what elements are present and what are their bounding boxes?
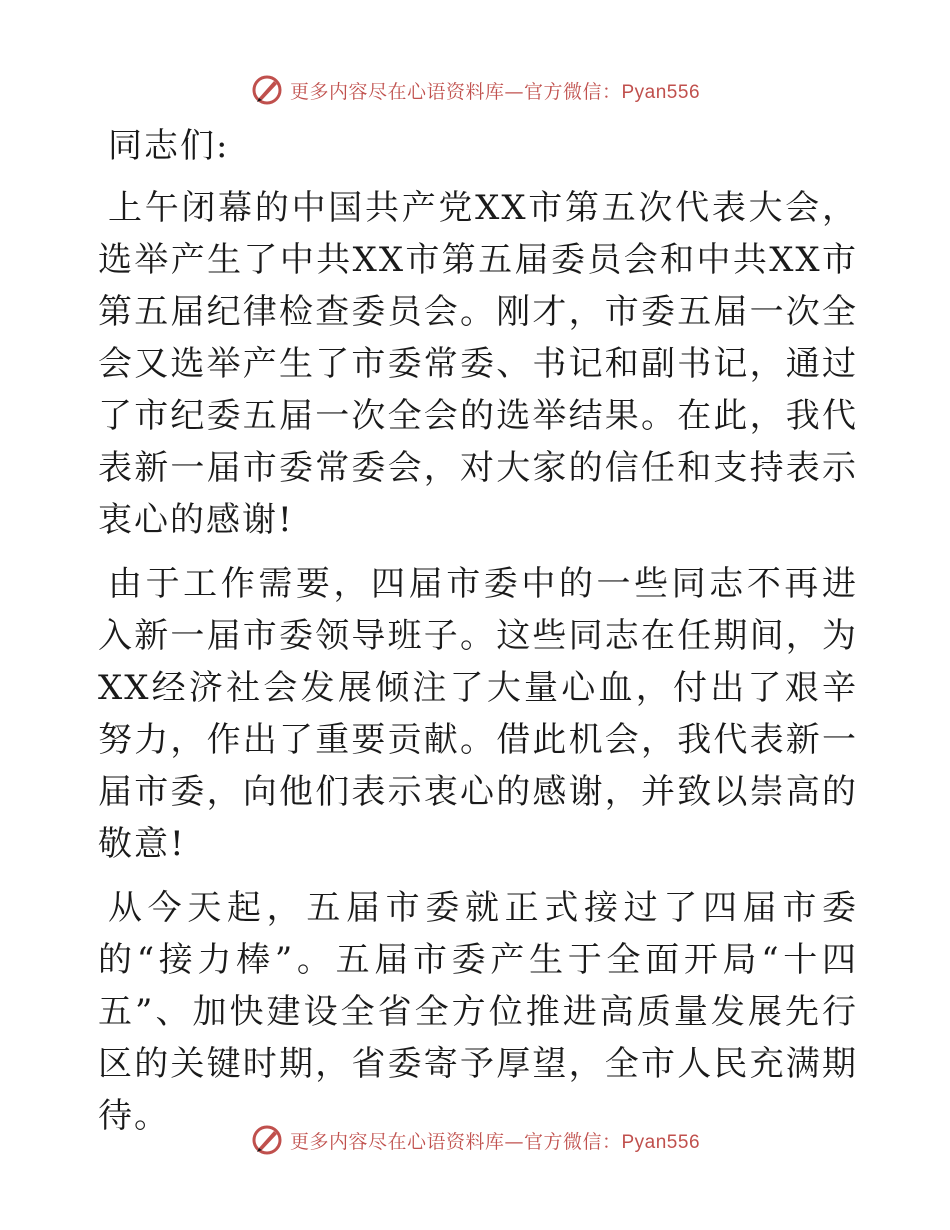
banner-wechat-id: Pyan556	[621, 1131, 701, 1153]
banner-site-name: 更多内容尽在心语资料库	[289, 1130, 505, 1153]
footer-banner	[0, 1120, 950, 1160]
banner-site-name: 更多内容尽在心语资料库	[289, 80, 505, 103]
banner-text	[290, 77, 700, 104]
header-banner	[0, 70, 950, 110]
banner-wechat-id: Pyan556	[621, 81, 701, 103]
banner-text	[290, 1127, 700, 1154]
salutation: 同志们:	[108, 126, 230, 166]
pen-circle-logo-icon	[250, 1123, 284, 1157]
paragraph-2: 由于工作需要，四届市委中的一些同志不再进入新一届市委领导班子。这些同志在任期间，为XX经济社会发展倾注了大量心血，付出了艰辛努力，作出了重要贡献。借此机会，我代表新一届市委，向他们表示衷心的感谢，并致以崇高的敬意!	[98, 564, 858, 864]
document-body	[98, 120, 858, 1154]
banner-wechat-label: 官方微信：	[523, 80, 622, 103]
pen-circle-logo-icon	[250, 73, 284, 107]
paragraph-3: 从今天起，五届市委就正式接过了四届市委的“接力棒”。五届市委产生于全面开局“十四五”、加快建设全省全方位推进高质量发展先行区的关键时期，省委寄予厚望，全市人民充满期待。	[98, 888, 858, 1136]
banner-separator: —	[504, 80, 524, 103]
banner-wechat-label: 官方微信：	[523, 1130, 622, 1153]
banner-separator: —	[504, 1130, 524, 1153]
paragraph-1: 上午闭幕的中国共产党XX市第五次代表大会，选举产生了中共XX市第五届委员会和中共XX市第五届纪律检查委员会。刚才，市委五届一次全会又选举产生了市委常委、书记和副书记，通过了市纪委五届一次全会的选举结果。在此，我代表新一届市委常委会，对大家的信任和支持表示衷心的感谢!	[98, 188, 858, 540]
